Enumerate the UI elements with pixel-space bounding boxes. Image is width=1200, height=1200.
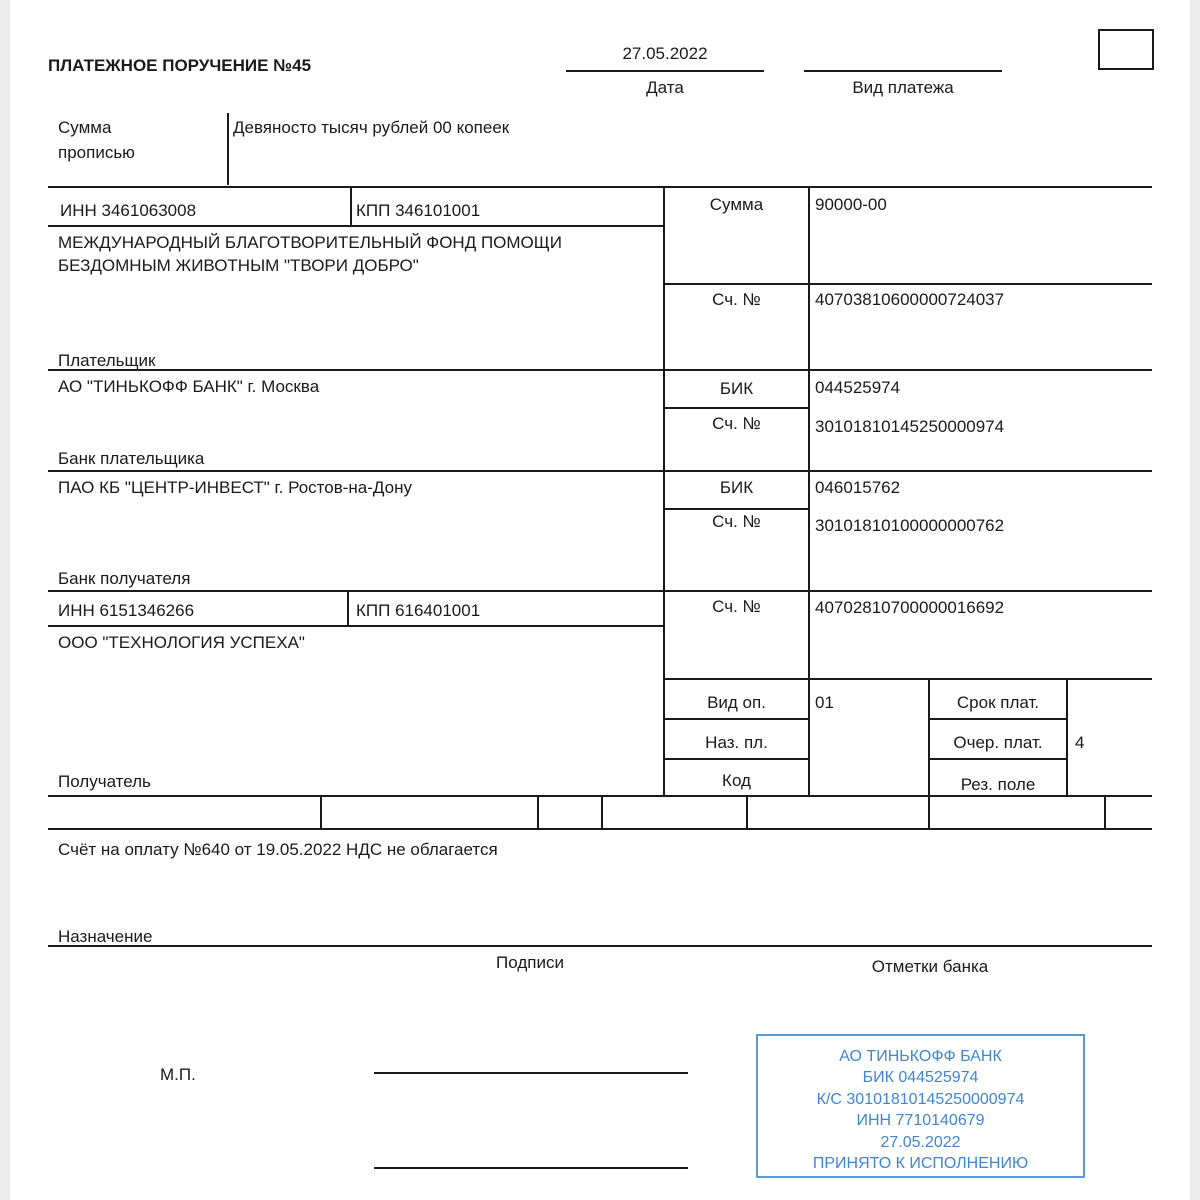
payer-name-line-1: МЕЖДУНАРОДНЫЙ БЛАГОТВОРИТЕЛЬНЫЙ ФОНД ПОМОЩИ [58, 233, 562, 252]
grid-line [663, 718, 808, 720]
payer-bank-bik-label: БИК [719, 379, 754, 398]
stamp-correspondent-account: К/С 30101810145250000974 [816, 1090, 1025, 1108]
grid-line [808, 186, 810, 797]
sum-words-label-2: прописью [58, 143, 135, 162]
grid-line [48, 369, 1152, 371]
signature-line-1 [374, 1072, 688, 1074]
sum-words-divider [227, 113, 229, 185]
grid-line [1104, 795, 1106, 830]
receiver-label: Получатель [58, 772, 151, 791]
grid-line [663, 758, 808, 760]
grid-line [663, 678, 1152, 680]
payer-bank-account-label: Сч. № [712, 414, 761, 433]
naz-pl-label: Наз. пл. [705, 733, 768, 752]
sum-words-value: Девяносто тысяч рублей 00 копеек [233, 118, 510, 137]
grid-line [48, 186, 1152, 188]
grid-line [537, 795, 539, 830]
grid-line [48, 795, 1152, 797]
receiver-kpp: КПП 616401001 [356, 601, 481, 620]
grid-line [663, 407, 808, 409]
payer-bank-name: АО "ТИНЬКОФФ БАНК" г. Москва [58, 377, 320, 396]
grid-line [48, 945, 1152, 947]
payer-inn: ИНН 3461063008 [60, 201, 197, 220]
receiver-bank-account-label: Сч. № [712, 512, 761, 531]
payer-label: Плательщик [58, 351, 156, 370]
grid-line [663, 283, 1152, 285]
payer-kpp: КПП 346101001 [356, 201, 481, 220]
document-title: ПЛАТЕЖНОЕ ПОРУЧЕНИЕ №45 [48, 56, 312, 75]
payer-account-label: Сч. № [712, 290, 761, 309]
vid-op-value: 01 [815, 693, 834, 712]
form-code-box [1098, 29, 1154, 70]
payment-type-underline [804, 70, 1002, 72]
receiver-bank-label: Банк получателя [58, 569, 191, 588]
receiver-inn: ИНН 6151346266 [58, 601, 195, 620]
sum-label: Сумма [709, 195, 764, 214]
payer-bank-account-value: 30101810145250000974 [815, 417, 1005, 436]
date-underline [566, 70, 764, 72]
receiver-account-value: 40702810700000016692 [815, 598, 1005, 617]
grid-line [48, 470, 1152, 472]
grid-line [320, 795, 322, 830]
mp-label: М.П. [160, 1065, 196, 1084]
grid-line [663, 508, 808, 510]
kod-label: Код [722, 771, 751, 790]
stamp-bank-name: АО ТИНЬКОФФ БАНК [839, 1048, 1002, 1065]
stamp-date: 27.05.2022 [880, 1133, 961, 1151]
vid-op-label: Вид оп. [707, 693, 766, 712]
grid-line [1066, 678, 1068, 797]
grid-line [928, 758, 1066, 760]
signatures-label: Подписи [496, 953, 564, 972]
page-left-margin [0, 0, 10, 1200]
stamp-status: ПРИНЯТО К ИСПОЛНЕНИЮ [812, 1155, 1029, 1173]
stamp-inn: ИНН 7710140679 [856, 1112, 985, 1130]
payment-purpose-label: Назначение [58, 927, 153, 946]
grid-line [746, 795, 748, 830]
srok-plat-label: Срок плат. [956, 693, 1040, 712]
grid-line [350, 186, 352, 227]
sum-words-label-1: Сумма [58, 118, 112, 137]
payment-type-label: Вид платежа [852, 78, 954, 97]
grid-line [928, 718, 1066, 720]
ocher-plat-label: Очер. плат. [953, 733, 1043, 752]
sum-value: 90000-00 [815, 195, 887, 214]
grid-line [48, 625, 663, 627]
receiver-bank-name: ПАО КБ "ЦЕНТР-ИНВЕСТ" г. Ростов-на-Дону [58, 478, 412, 497]
grid-line [601, 795, 603, 830]
bank-stamp [756, 1034, 1085, 1178]
receiver-bank-bik-label: БИК [719, 478, 754, 497]
page-right-margin [1190, 0, 1200, 1200]
payer-name-line-2: БЕЗДОМНЫМ ЖИВОТНЫМ "ТВОРИ ДОБРО" [58, 256, 419, 275]
payment-purpose-text: Счёт на оплату №640 от 19.05.2022 НДС не облагается [58, 840, 498, 859]
payer-account-value: 40703810600000724037 [815, 290, 1005, 309]
date-value: 27.05.2022 [622, 44, 708, 63]
date-label: Дата [646, 78, 684, 97]
payer-bank-bik-value: 044525974 [815, 378, 901, 397]
receiver-account-label: Сч. № [712, 597, 761, 616]
stamp-bik: БИК 044525974 [862, 1069, 979, 1087]
rez-pole-label: Рез. поле [960, 775, 1036, 794]
grid-line [48, 225, 663, 227]
grid-line [347, 590, 349, 627]
grid-line [48, 590, 1152, 592]
payer-bank-label: Банк плательщика [58, 449, 205, 468]
receiver-bank-account-value: 30101810100000000762 [815, 516, 1005, 535]
receiver-name: ООО "ТЕХНОЛОГИЯ УСПЕХА" [58, 633, 305, 652]
bank-marks-label: Отметки банка [871, 957, 989, 976]
signature-line-2 [374, 1167, 688, 1169]
ocher-plat-value: 4 [1075, 733, 1085, 752]
receiver-bank-bik-value: 046015762 [815, 478, 901, 497]
grid-line [48, 828, 1152, 830]
